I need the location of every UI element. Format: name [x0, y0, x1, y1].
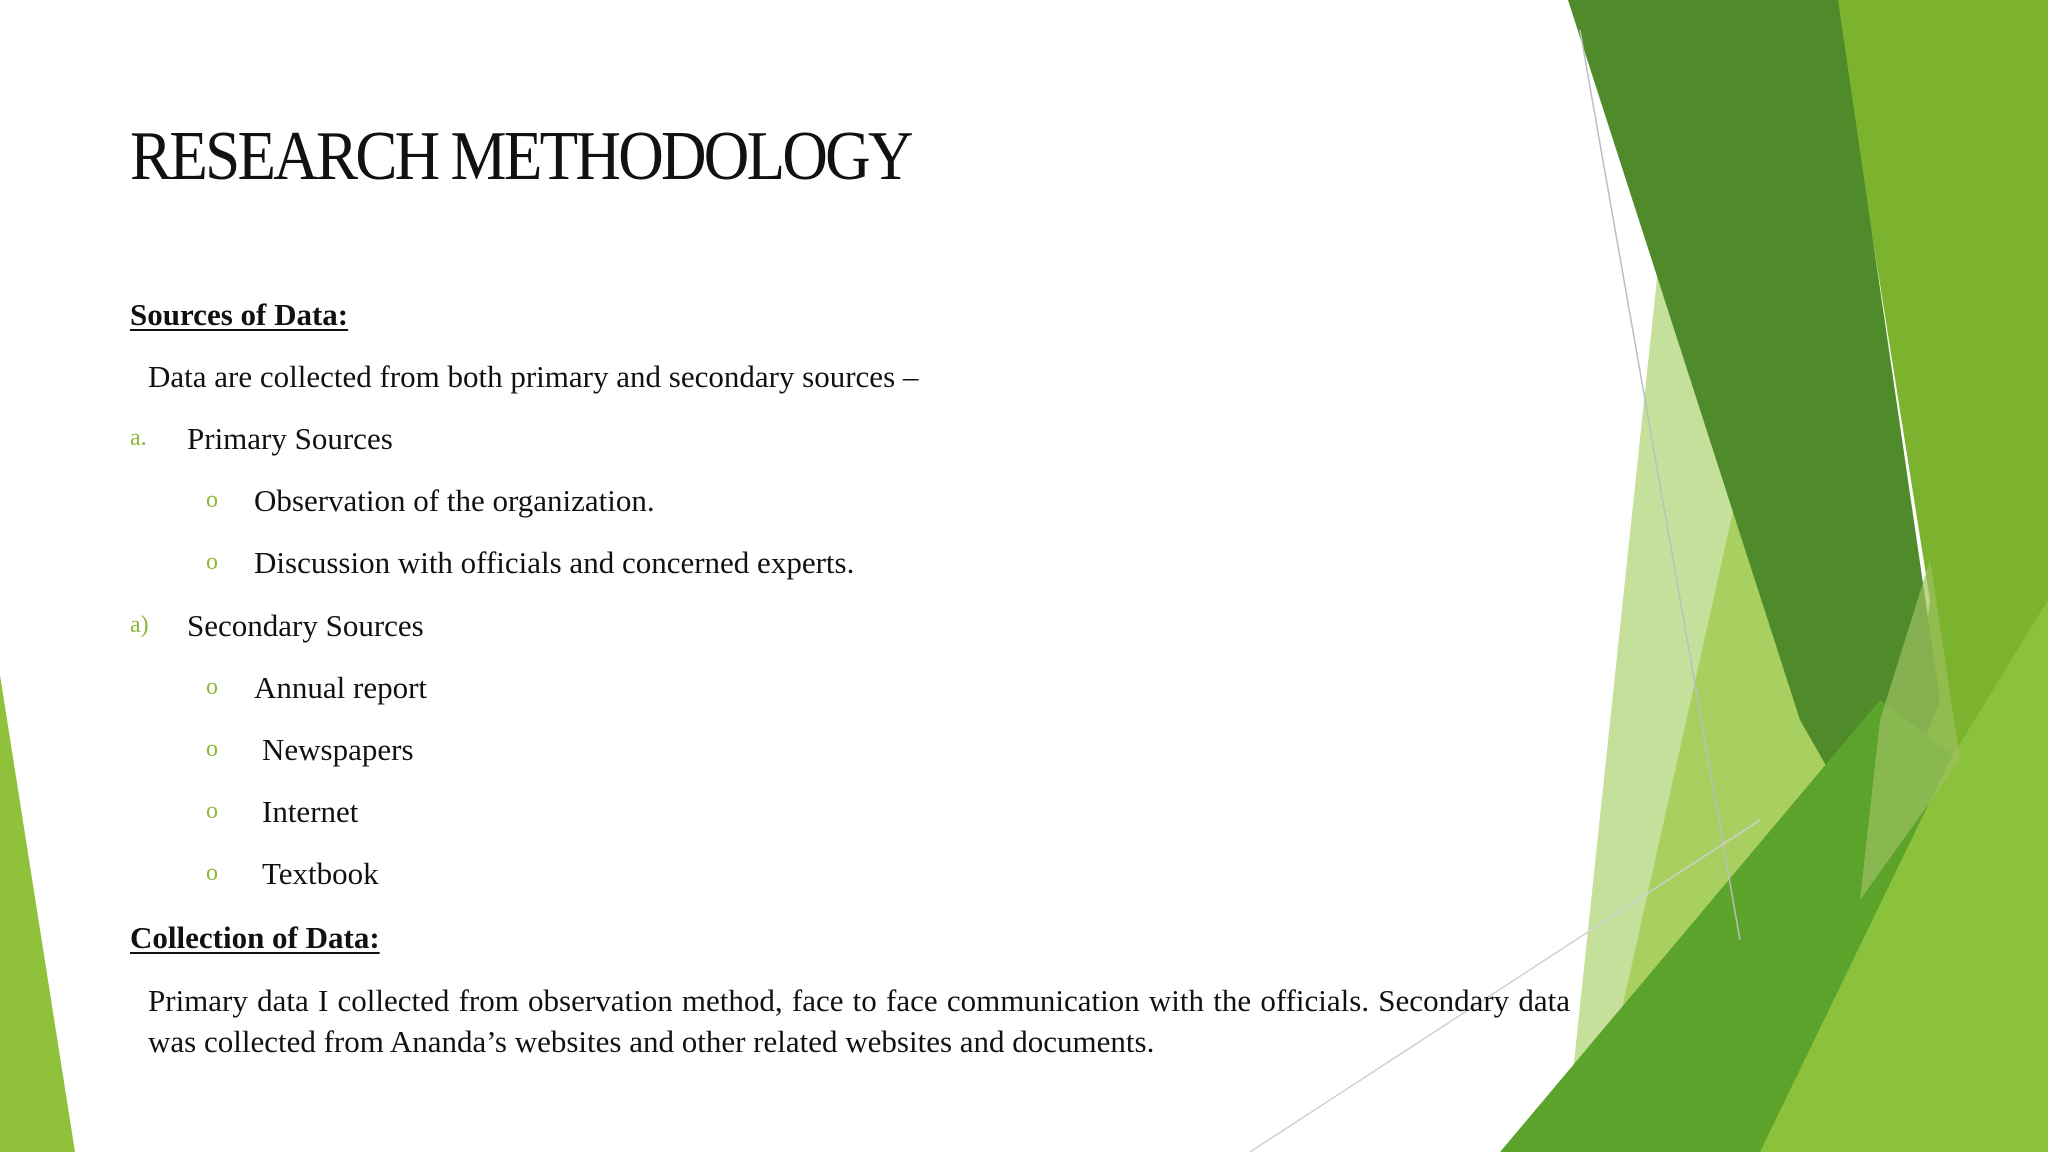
- bullet-marker: o: [206, 736, 218, 762]
- secondary-sources-label: Secondary Sources: [187, 608, 424, 643]
- bullet-marker: o: [206, 487, 218, 513]
- list-item-text: Newspapers: [262, 732, 414, 767]
- bullet-marker: o: [206, 549, 218, 575]
- primary-marker: a.: [130, 425, 147, 451]
- left-green-shape: [0, 675, 75, 1152]
- slide-title: RESEARCH METHODOLOGY: [130, 118, 911, 195]
- intro-text: Data are collected from both primary and secondary sources –: [148, 359, 919, 394]
- bullet-marker: o: [206, 674, 218, 700]
- sources-of-data-heading: Sources of Data:: [130, 297, 349, 332]
- bullet-marker: o: [206, 860, 218, 886]
- list-item-text: Textbook: [262, 856, 379, 891]
- bullet-marker: o: [206, 798, 218, 824]
- primary-sources-label: Primary Sources: [187, 421, 393, 456]
- list-item-text: Annual report: [254, 670, 428, 705]
- collection-paragraph: Primary data I collected from observation method, face to face communication with the officials. Secondary data was collected from Ananda’s websites and other related websites and documents.: [148, 983, 1570, 1059]
- list-item-text: Discussion with officials and concerned experts.: [254, 545, 855, 580]
- list-item-text: Internet: [262, 794, 359, 829]
- collection-of-data-heading: Collection of Data:: [130, 920, 380, 955]
- list-item-text: Observation of the organization.: [254, 483, 655, 518]
- secondary-marker: a): [130, 612, 149, 638]
